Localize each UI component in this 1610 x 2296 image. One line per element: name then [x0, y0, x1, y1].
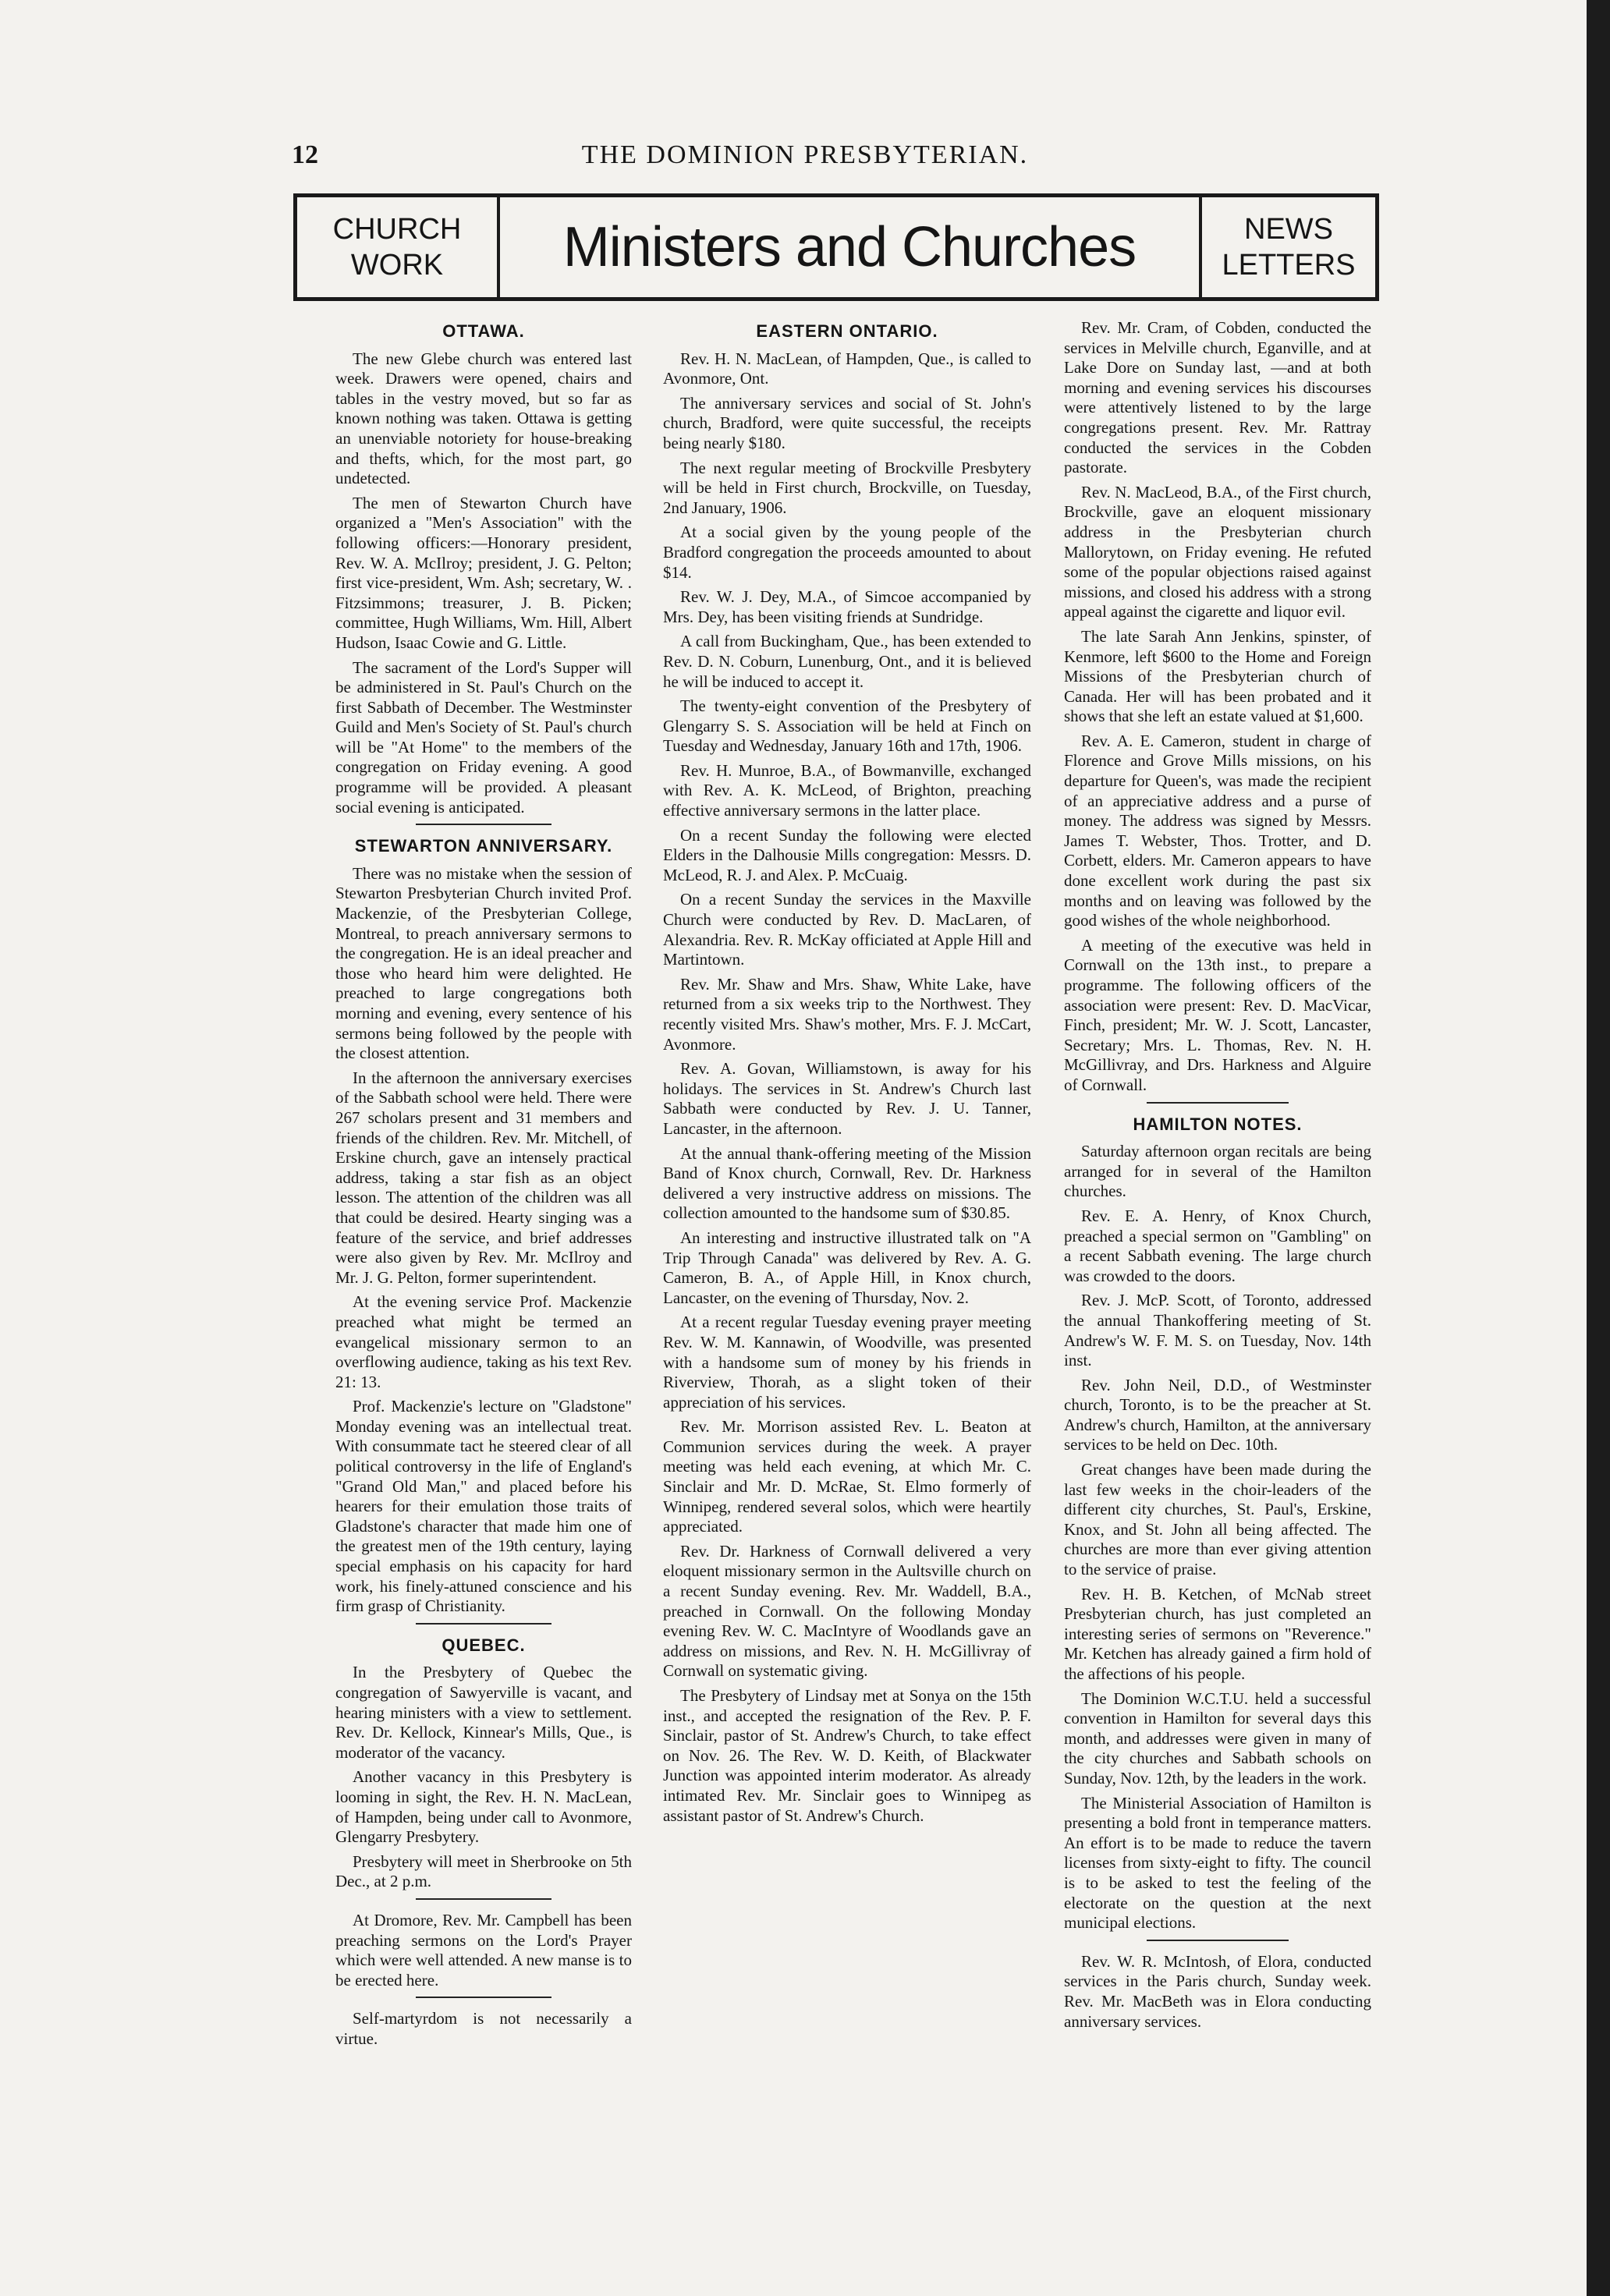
section-divider: [416, 1997, 552, 1998]
banner-title: Ministers and Churches: [562, 216, 1137, 278]
news-paragraph: The next regular meeting of Brockville Presbytery will be held in First church, Brockville, on Tuesday, 2nd January, 1906.: [663, 458, 1031, 517]
section-banner: [293, 193, 1379, 301]
news-paragraph: The twenty-eight convention of the Presbytery of Glengarry S. S. Association will be held at Finch on Tuesday and Wednesday, January 16th and 17th, 1906.: [663, 696, 1031, 756]
banner-right-box: [1199, 197, 1375, 297]
section-divider: [416, 1623, 552, 1625]
news-paragraph: Saturday afternoon organ recitals are being arranged for in several of the Hamilton churches.: [1064, 1142, 1371, 1201]
news-paragraph: Rev. N. MacLeod, B.A., of the First church, Brockville, gave an eloquent missionary address in the Presbyterian church Mallorytown, on Friday evening. He refuted some of the popular objections raised against missions, and closed his address with a strong appeal against the cigarette and liquor evil.: [1064, 482, 1371, 622]
news-paragraph: Rev. A. Govan, Williamstown, is away for his holidays. The services in St. Andrew's Church last Sabbath were conducted by Rev. J. U. Tanner, Lancaster, in the afternoon.: [663, 1059, 1031, 1138]
page-number: 12: [292, 140, 318, 169]
news-paragraph: Rev. Mr. Cram, of Cobden, conducted the services in Melville church, Eganville, and at Lake Dore on Sunday last, —and at both morning and evening services his discourses were attentively listened to by the large congregations present. Rev. Mr. Rattray conducted the services in the Cobden pastorate.: [1064, 318, 1371, 477]
news-paragraph: A call from Buckingham, Que., has been extended to Rev. D. N. Coburn, Lunenburg, Ont., and it is believed he will be induced to accept it.: [663, 632, 1031, 691]
section-divider: [1147, 1102, 1288, 1104]
news-paragraph: On a recent Sunday the following were elected Elders in the Dalhousie Mills congregation: Messrs. D. McLeod, R. J. and Alex. P. McCuaig.: [663, 825, 1031, 884]
banner-right-line2: LETTERS: [1222, 249, 1356, 282]
news-paragraph: Rev. E. A. Henry, of Knox Church, preached a special sermon on "Gambling" on a recent Sabbath evening. The large church was crowded to the doors.: [1064, 1206, 1371, 1285]
news-paragraph: The Ministerial Association of Hamilton is presenting a bold front in temperance matters. An effort is to be made to reduce the tavern licenses from sixty-eight to fifty. The council is to be asked to test the feeling of the electorate on the question at the next municipal elections.: [1064, 1793, 1371, 1933]
news-paragraph: In the afternoon the anniversary exercises of the Sabbath school were held. There were 267 scholars present and 31 members and friends of the children. Rev. Mr. Mitchell, of Erskine church, gave an intensely practical address, taking a star fish as an object lesson. The attention of the children was all that could be desired. Hearty singing was a feature of the service, and brief addresses were also given by Rev. Mr. McIlroy and Mr. J. G. Pelton, former superintendent.: [335, 1068, 632, 1287]
news-paragraph: The new Glebe church was entered last week. Drawers were opened, chairs and tables in the vestry moved, but so far as known nothing was taken. Ottawa is getting an unenviable notoriety for house-breaking and thefts, which, for the most part, go undetected.: [335, 349, 632, 488]
section-heading: EASTERN ONTARIO.: [756, 321, 938, 341]
news-paragraph: Rev. W. R. McIntosh, of Elora, conducted services in the Paris church, Sunday week. Rev. Mr. MacBeth was in Elora conducting anniversary services.: [1064, 1951, 1371, 2031]
news-paragraph: Rev. H. Munroe, B.A., of Bowmanville, exchanged with Rev. A. K. McLeod, of Brighton, preaching effective anniversary sermons in the latter place.: [663, 760, 1031, 820]
news-paragraph: Rev. H. B. Ketchen, of McNab street Presbyterian church, has just completed an interesting series of sermons on "Reverence." Mr. Ketchen has already gained a firm hold of the affections of his people.: [1064, 1584, 1371, 1683]
news-paragraph: Rev. Mr. Shaw and Mrs. Shaw, White Lake, have returned from a six weeks trip to the Northwest. They recently visited Mrs. Shaw's mother, Mrs. F. J. McCart, Avonmore.: [663, 974, 1031, 1054]
section-heading: STEWARTON ANNIVERSARY.: [354, 836, 613, 856]
news-paragraph: Rev. Mr. Morrison assisted Rev. L. Beaton at Communion services during the week. A prayer meeting was held each evening, at which Mr. C. Sinclair and Mr. D. McRae, St. Elmo formerly of Winnipeg, rendered several solos, which were heartily appreciated.: [663, 1417, 1031, 1536]
news-paragraph: Presbytery will meet in Sherbrooke on 5th Dec., at 2 p.m.: [335, 1851, 632, 1891]
page-edge: [1587, 0, 1610, 2296]
news-paragraph: Rev. A. E. Cameron, student in charge of Florence and Grove Mills missions, on his departure for Queen's, was made the recipient of an appreciative address and a purse of money. The address was signed by Messrs. James T. Webster, Thos. Trotter, and D. Corbett, elders. Mr. Cameron appears to have done excellent work during the past six months and on leaving was followed by the good wishes of the whole neighborhood.: [1064, 731, 1371, 930]
banner-right-line1: NEWS: [1244, 213, 1333, 246]
news-paragraph: A meeting of the executive was held in Cornwall on the 13th inst., to prepare a programme. The following officers of the association were present: Rev. D. MacVicar, Finch, president; Mr. W. J. Scott, Lancaster, Secretary; Mrs. L. Thomas, Rev. N. H. McGillivray, and Drs. Harkness and Alguire of Cornwall.: [1064, 935, 1371, 1094]
news-paragraph: The anniversary services and social of St. John's church, Bradford, were quite successful, the receipts being nearly $180.: [663, 393, 1031, 452]
news-paragraph: The sacrament of the Lord's Supper will be administered in St. Paul's Church on the first Sabbath of December. The Westminster Guild and Men's Society of St. Paul's church will be "At Home" to the members of the congregation on Friday evening. A good programme will be provided. A pleasant social evening is anticipated.: [335, 657, 632, 817]
section-heading: HAMILTON NOTES.: [1133, 1114, 1303, 1134]
news-paragraph: The men of Stewarton Church have organized a "Men's Association" with the following officers:—Honorary president, Rev. W. A. McIlroy; president, J. G. Pelton; first vice-president, Wm. Ash; secretary, W. . Fitzsimmons; treasurer, J. B. Picken; committee, Hugh Williams, Wm. Hill, Albert Hudson, Isaac Cowie and G. Little.: [335, 493, 632, 652]
news-paragraph: At the evening service Prof. Mackenzie preached what might be termed an evangelical missionary sermon to an overflowing audience, taking as his text Rev. 21: 13.: [335, 1292, 632, 1391]
news-paragraph: At Dromore, Rev. Mr. Campbell has been preaching sermons on the Lord's Prayer which were well attended. A new manse is to be erected here.: [335, 1910, 632, 1990]
banner-left-box: [297, 197, 500, 297]
banner-left-line1: CHURCH: [332, 213, 462, 246]
news-paragraph: At the annual thank-offering meeting of the Mission Band of Knox church, Cornwall, Rev. Dr. Harkness delivered a very instructive address on missions. The collection amounted to the handsome sum of $30.85.: [663, 1143, 1031, 1223]
news-paragraph: Rev. Dr. Harkness of Cornwall delivered a very eloquent missionary sermon in the Aultsville church on a recent Sunday evening. Rev. Mr. Waddell, B.A., preached in Cornwall. On the following Monday evening Rev. W. C. MacIntyre of Woodlands gave an address on missions, and Rev. N. H. McGillivray of Cornwall on systematic giving.: [663, 1541, 1031, 1681]
column-3: [1064, 318, 1371, 2036]
news-paragraph: The Presbytery of Lindsay met at Sonya on the 15th inst., and accepted the resignation of the Rev. P. F. Sinclair, pastor of St. Andrew's Church, to take effect on Nov. 26. The Rev. W. D. Keith, of Blackwater Junction was appointed interim moderator. As already intimated Rev. Mr. Sinclair goes to Winnipeg as assistant pastor of St. Andrew's Church.: [663, 1686, 1031, 1825]
running-head: THE DOMINION PRESBYTERIAN.: [581, 140, 1029, 169]
column-1: [335, 318, 632, 2054]
news-paragraph: There was no mistake when the session of Stewarton Presbyterian Church invited Prof. Mackenzie, of the Presbyterian College, Montreal, to preach anniversary sermons to the congregation. He is an ideal preacher and those who heard him were delighted. He preached to large congregations both morning and evening, every sentence of his sermons being followed by the people with the closest attention.: [335, 863, 632, 1063]
news-paragraph: Self-martyrdom is not necessarily a virtue.: [335, 2009, 632, 2048]
section-divider: [1147, 1940, 1288, 1941]
section-heading: QUEBEC.: [442, 1635, 526, 1655]
news-paragraph: Great changes have been made during the last few weeks in the choir-leaders of the different city churches, St. Paul's, Erskine, Knox, and St. John all being affected. The churches are more than ever giving attention to the service of praise.: [1064, 1460, 1371, 1579]
news-paragraph: The Dominion W.C.T.U. held a successful convention in Hamilton for several days this month, and addresses were given in many of the city churches and Sabbath schools on Sunday, Nov. 12th, by the leaders in the work.: [1064, 1688, 1371, 1788]
news-paragraph: At a recent regular Tuesday evening prayer meeting Rev. W. M. Kannawin, of Woodville, was presented with a handsome sum of money by his friends in Riverview, Thorah, as a slight token of their appreciation of his services.: [663, 1313, 1031, 1412]
news-paragraph: Rev. H. N. MacLean, of Hampden, Que., is called to Avonmore, Ont.: [663, 349, 1031, 388]
news-paragraph: Rev. W. J. Dey, M.A., of Simcoe accompanied by Mrs. Dey, has been visiting friends at Sundridge.: [663, 587, 1031, 626]
news-paragraph: On a recent Sunday the services in the Maxville Church were conducted by Rev. D. MacLaren, of Alexandria. Rev. R. McKay officiated at Apple Hill and Martintown.: [663, 890, 1031, 969]
news-paragraph: In the Presbytery of Quebec the congregation of Sawyerville is vacant, and hearing ministers with a view to settlement. Rev. Dr. Kellock, Kinnear's Mills, Que., is moderator of the vacancy.: [335, 1663, 632, 1762]
news-paragraph: Prof. Mackenzie's lecture on "Gladstone" Monday evening was an intellectual treat. With consummate tact he steered clear of all political controversy in the life of England's "Grand Old Man," and placed before his hearers for their emulation those traits of Gladstone's character that made him one of the greatest men of the 19th century, laying special emphasis on his capacity for hard work, his finely-attuned conscience and his firm grasp of Christianity.: [335, 1397, 632, 1616]
news-paragraph: An interesting and instructive illustrated talk on "A Trip Through Canada" was delivered by Rev. A. G. Cameron, B. A., of Apple Hill, in Knox church, Lancaster, on the evening of Thursday, Nov. 2.: [663, 1228, 1031, 1307]
section-divider: [416, 1898, 552, 1900]
section-divider: [416, 824, 552, 825]
news-paragraph: Another vacancy in this Presbytery is looming in sight, the Rev. H. N. MacLean, of Hampden, being under call to Avonmore, Glengarry Presbytery.: [335, 1767, 632, 1847]
news-paragraph: Rev. J. McP. Scott, of Toronto, addressed the annual Thankoffering meeting of St. Andrew's W. F. M. S. on Tuesday, Nov. 14th inst.: [1064, 1291, 1371, 1370]
section-heading: OTTAWA.: [442, 321, 525, 341]
news-paragraph: Rev. John Neil, D.D., of Westminster church, Toronto, is to be the preacher at St. Andrew's church, Hamilton, at the anniversary services to be held on Dec. 10th.: [1064, 1375, 1371, 1454]
news-paragraph: The late Sarah Ann Jenkins, spinster, of Kenmore, left $600 to the Home and Foreign Missions of the Presbyterian church of Canada. Her will has been probated and it shows that she left an estate valued at $1,600.: [1064, 626, 1371, 726]
banner-left-line2: WORK: [350, 249, 444, 282]
column-2: [663, 318, 1031, 1830]
news-paragraph: At a social given by the young people of the Bradford congregation the proceeds amounted to about $14.: [663, 523, 1031, 582]
